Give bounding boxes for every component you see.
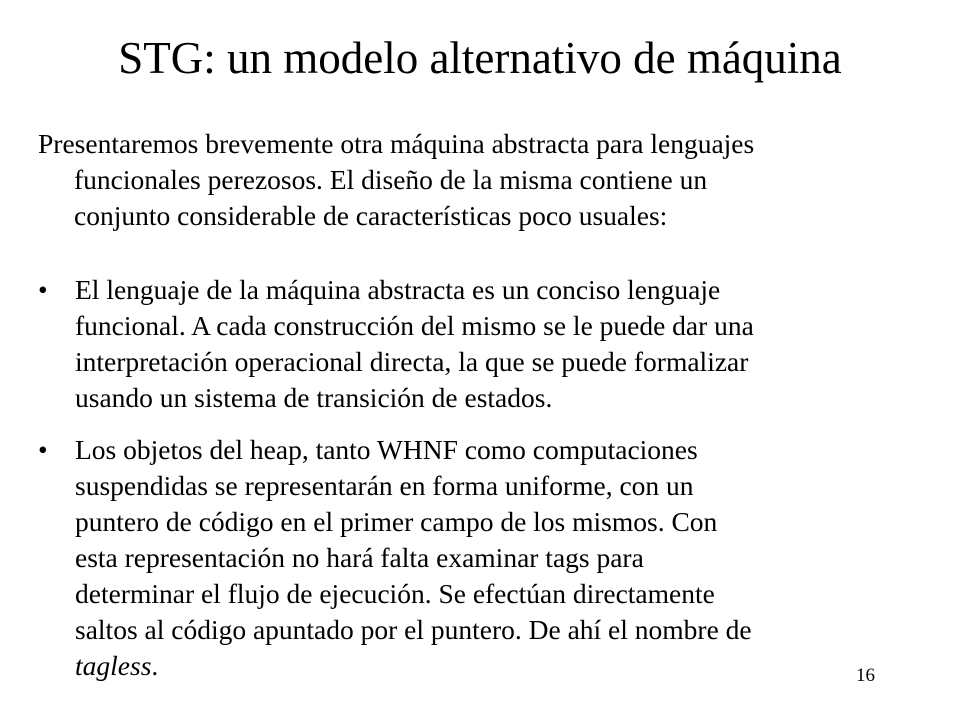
intro-paragraph	[38, 126, 918, 234]
intro-line: conjunto considerable de características poco usuales:	[74, 200, 668, 231]
page-number: 16	[856, 665, 875, 686]
bullet-text	[38, 432, 918, 684]
bullet-marker: •	[38, 434, 48, 465]
bullet-line: saltos al código apuntado por el puntero. De ahí el nombre de	[75, 614, 752, 645]
bullet-line: suspendidas se representarán en forma uniforme, con un	[75, 470, 694, 501]
tagless-term: tagless	[75, 650, 152, 681]
slide-title: STG: un modelo alternativo de máquina	[118, 33, 842, 83]
bullet-line: esta representación no hará falta examinar tags para	[75, 542, 644, 573]
intro-line: Presentaremos brevemente otra máquina abstracta para lenguajes	[38, 128, 755, 159]
bullet-last-line	[75, 648, 918, 684]
bullet-line: puntero de código en el primer campo de los mismos. Con	[75, 506, 718, 537]
bullet-item	[38, 432, 918, 684]
bullet-line: usando un sistema de transición de estados.	[75, 382, 553, 413]
bullet-line: interpretación operacional directa, la que se puede formalizar	[75, 346, 749, 377]
bullet-text	[38, 272, 918, 416]
bullet-line: determinar el flujo de ejecución. Se efectúan directamente	[75, 578, 715, 609]
bullet-line: El lenguaje de la máquina abstracta es un conciso lenguaje	[75, 274, 721, 305]
sentence-period: .	[151, 650, 159, 681]
bullet-item	[38, 272, 918, 416]
intro-line: funcionales perezosos. El diseño de la misma contiene un	[74, 164, 708, 195]
bullet-line: Los objetos del heap, tanto WHNF como computaciones	[75, 434, 698, 465]
bullet-line: funcional. A cada construcción del mismo se le puede dar una	[75, 310, 754, 341]
bullet-marker: •	[38, 274, 48, 305]
